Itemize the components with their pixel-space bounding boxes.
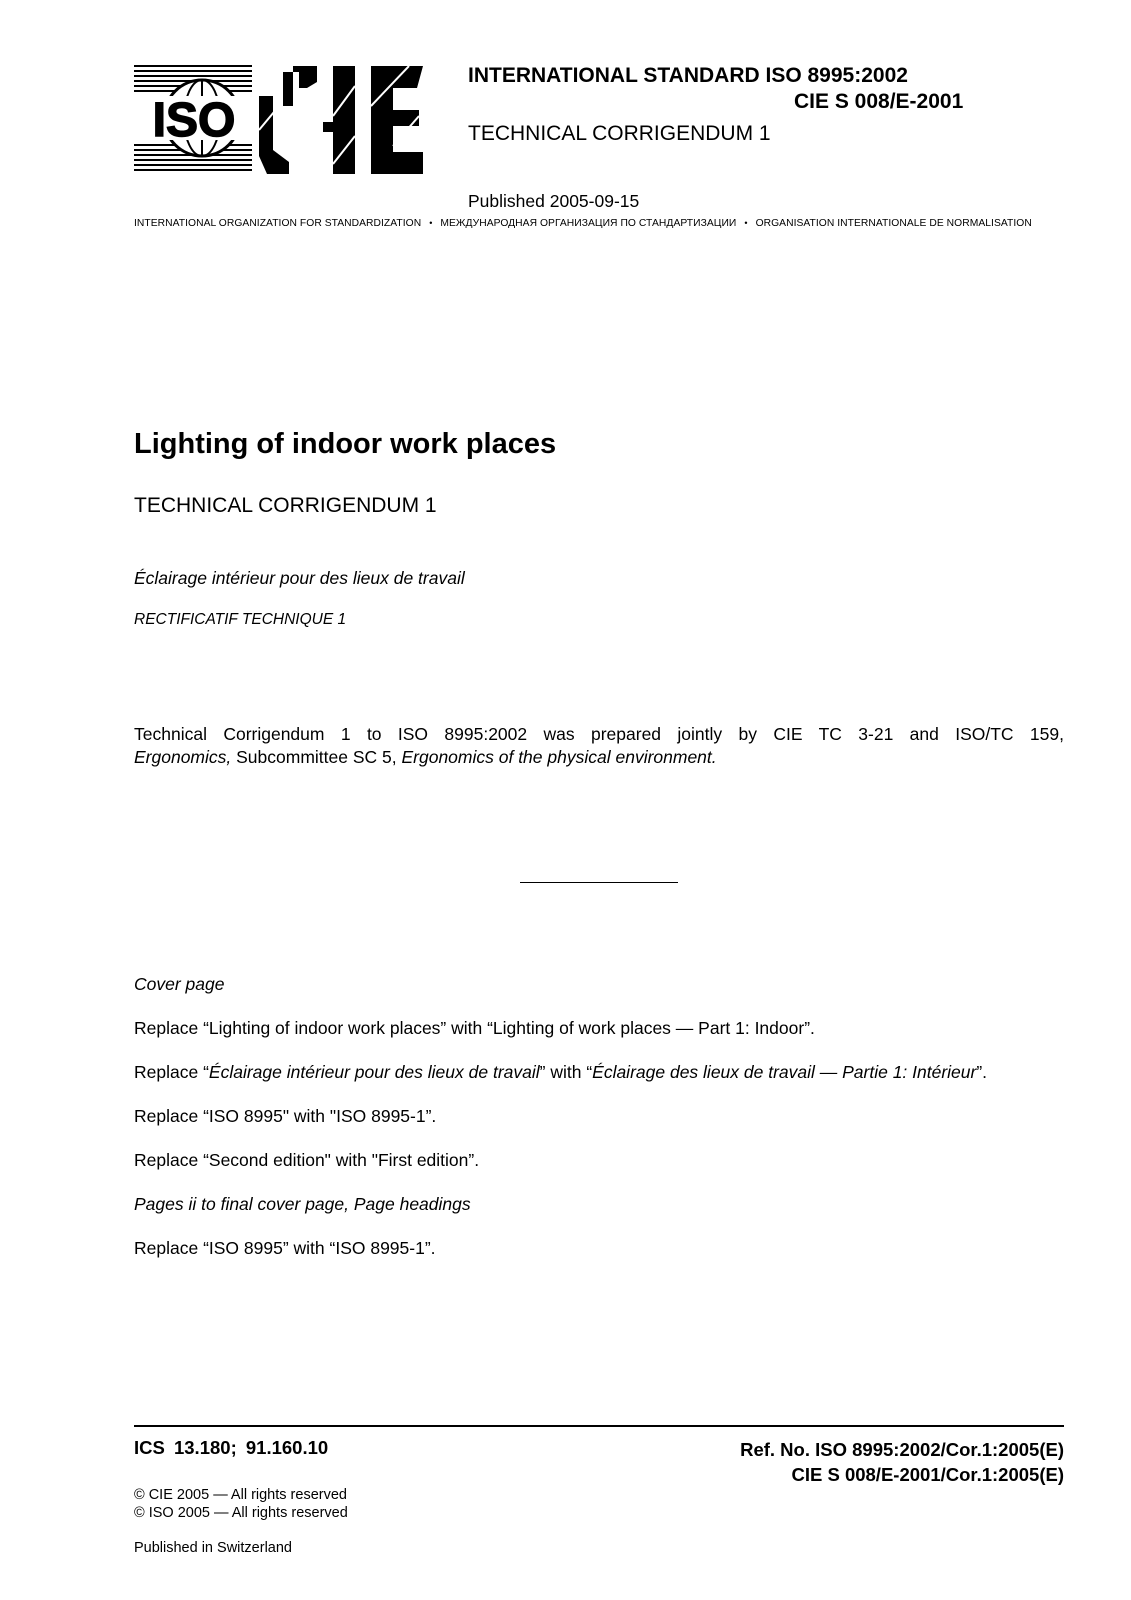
org-name-english: INTERNATIONAL ORGANIZATION FOR STANDARDIZATION	[134, 218, 422, 229]
document-subtitle: TECHNICAL CORRIGENDUM 1	[134, 494, 437, 517]
copyright-iso: © ISO 2005 — All rights reserved	[134, 1505, 348, 1521]
correction-text-italic: Éclairage intérieur pour des lieux de travail	[208, 1062, 540, 1082]
preparation-statement	[134, 723, 1064, 769]
correction-edition: Replace “Second edition" with "First edition”.	[134, 1150, 480, 1170]
copyright-cie: © CIE 2005 — All rights reserved	[134, 1487, 347, 1503]
correction-page-headings: Replace “ISO 8995” with “ISO 8995-1”.	[134, 1238, 436, 1258]
pages-heading: Pages ii to final cover page, Page headings	[134, 1194, 471, 1214]
standard-cie-number: CIE S 008/E-2001	[794, 90, 964, 113]
published-in: Published in Switzerland	[134, 1540, 292, 1556]
cie-logo-text: CIE	[259, 66, 261, 67]
correction-text: ” with “	[539, 1062, 593, 1082]
published-date: Published 2005-09-15	[468, 191, 640, 211]
correction-text-italic: Éclairage des lieux de travail — Partie 1: Intérieur	[592, 1062, 977, 1082]
standard-iso-number: INTERNATIONAL STANDARD ISO 8995:2002	[468, 64, 908, 87]
correction-text: ”.	[976, 1062, 988, 1082]
org-name-french: ORGANISATION INTERNATIONALE DE NORMALISATION	[755, 218, 1032, 229]
correction-text: Replace “	[134, 1062, 209, 1082]
preparation-ergonomics: Ergonomics,	[134, 747, 232, 767]
preparation-line-1: Technical Corrigendum 1 to ISO 8995:2002 was prepared jointly by CIE TC 3-21 and ISO/TC 159,	[134, 724, 1064, 744]
iso-logo	[134, 64, 252, 172]
org-name-russian: МЕЖДУНАРОДНАЯ ОРГАНИЗАЦИЯ ПО СТАНДАРТИЗАЦИИ	[440, 218, 737, 229]
ics-codes: ICS 13.180; 91.160.10	[134, 1437, 329, 1458]
preparation-environment: Ergonomics of the physical environment.	[401, 747, 717, 767]
footer-rule	[134, 1425, 1064, 1427]
separator-bullet: •	[429, 218, 433, 228]
header-corrigendum: TECHNICAL CORRIGENDUM 1	[468, 122, 771, 145]
preparation-subcommittee: Subcommittee SC 5,	[231, 747, 402, 767]
copyright-notices	[134, 1486, 348, 1522]
cover-page-heading: Cover page	[134, 974, 225, 994]
correction-iso-number: Replace “ISO 8995" with "ISO 8995-1”.	[134, 1106, 437, 1126]
section-divider	[520, 882, 678, 883]
correction-french-title	[134, 1062, 987, 1083]
correction-title: Replace “Lighting of indoor work places” with “Lighting of work places — Part 1: Indoor”.	[134, 1018, 815, 1038]
iso-logo-text: ISO	[152, 94, 236, 147]
reference-iso: Ref. No. ISO 8995:2002/Cor.1:2005(E)	[740, 1439, 1064, 1460]
organization-names	[134, 218, 1064, 229]
document-title: Lighting of indoor work places	[134, 428, 557, 460]
reference-cie: CIE S 008/E-2001/Cor.1:2005(E)	[791, 1464, 1064, 1485]
separator-bullet: •	[744, 218, 748, 228]
reference-numbers	[740, 1437, 1064, 1487]
french-subtitle: RECTIFICATIF TECHNIQUE 1	[134, 611, 347, 628]
standard-designation	[468, 63, 963, 115]
french-title: Éclairage intérieur pour des lieux de travail	[134, 568, 465, 588]
cie-logo	[259, 66, 427, 174]
